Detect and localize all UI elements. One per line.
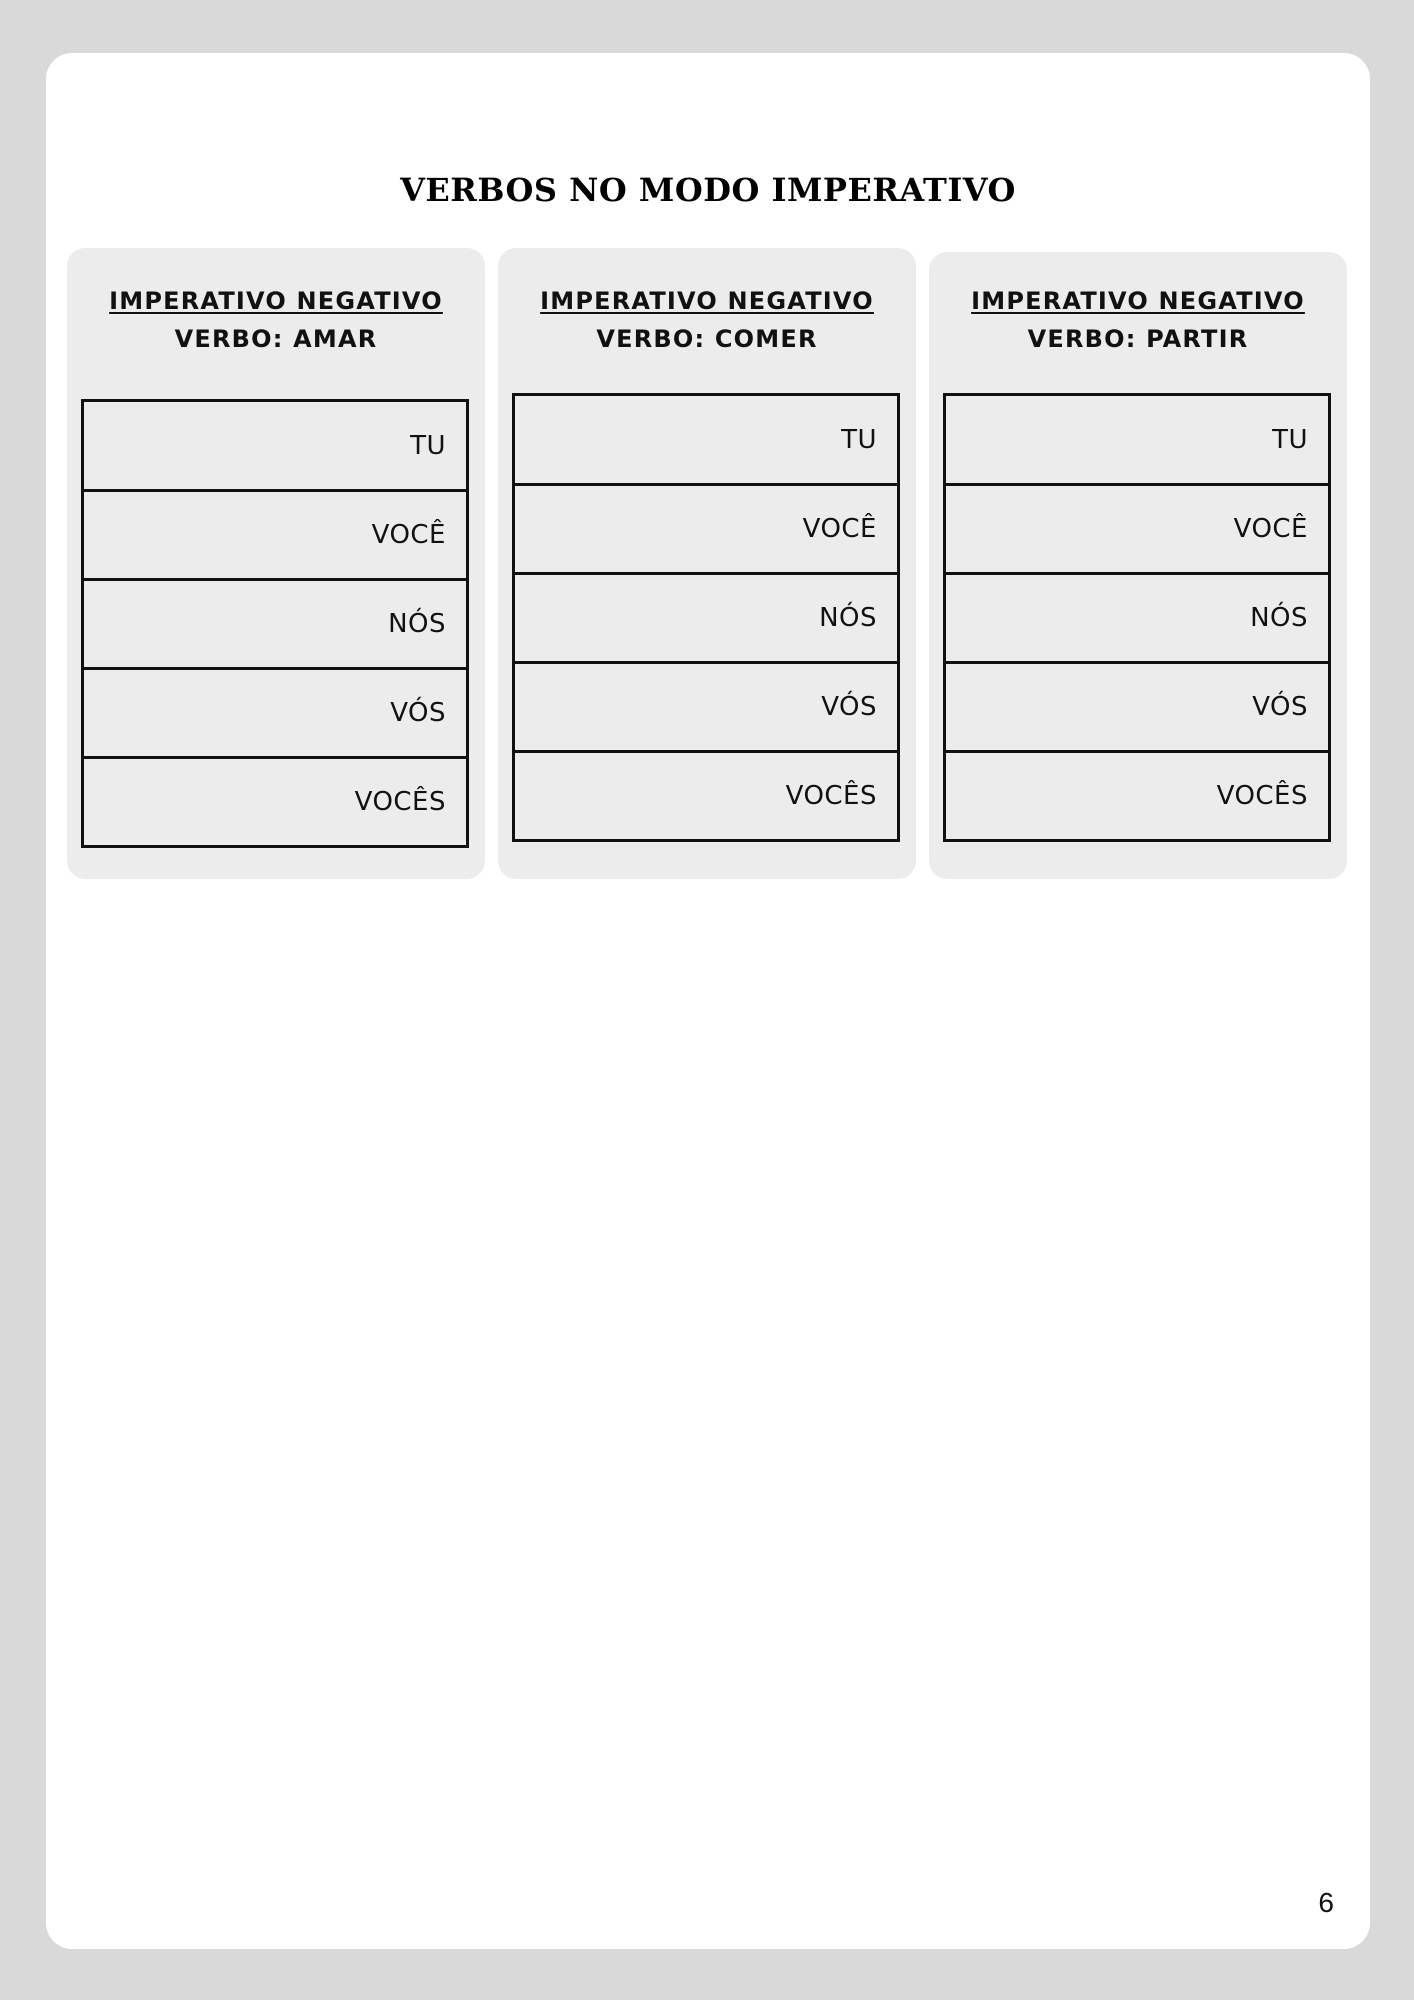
pronoun-label: VOCÊ: [371, 520, 446, 550]
conjugation-table: [512, 393, 900, 842]
conjugation-row[interactable]: [84, 578, 466, 667]
pronoun-label: NÓS: [819, 603, 877, 633]
pronoun-label: VOCÊS: [354, 787, 446, 817]
panel-heading: [498, 282, 916, 358]
pronoun-label: TU: [410, 430, 446, 461]
conjugation-row[interactable]: [515, 396, 897, 483]
pronoun-label: VÓS: [821, 692, 877, 722]
verb-label: VERBO: COMER: [596, 325, 818, 353]
conjugation-table: [943, 393, 1331, 842]
page-number: 6: [1318, 1887, 1334, 1918]
conjugation-row[interactable]: [84, 756, 466, 845]
panel-amar: [67, 248, 485, 879]
pronoun-label: VÓS: [390, 698, 446, 728]
conjugation-row[interactable]: [84, 489, 466, 578]
pronoun-label: VOCÊS: [1216, 781, 1308, 811]
conjugation-row[interactable]: [946, 483, 1328, 572]
worksheet-page: [46, 53, 1370, 1949]
conjugation-row[interactable]: [946, 661, 1328, 750]
conjugation-row[interactable]: [946, 396, 1328, 483]
conjugation-row[interactable]: [946, 750, 1328, 839]
pronoun-label: NÓS: [1250, 603, 1308, 633]
conjugation-row[interactable]: [946, 572, 1328, 661]
pronoun-label: VOCÊ: [802, 514, 877, 544]
pronoun-label: NÓS: [388, 609, 446, 639]
pronoun-label: VOCÊS: [785, 781, 877, 811]
panel-comer: [498, 248, 916, 879]
conjugation-row[interactable]: [84, 667, 466, 756]
pronoun-label: VOCÊ: [1233, 514, 1308, 544]
pronoun-label: VÓS: [1252, 692, 1308, 722]
pronoun-label: TU: [841, 424, 877, 455]
pronoun-label: TU: [1272, 424, 1308, 455]
conjugation-row[interactable]: [515, 483, 897, 572]
panel-heading: [929, 282, 1347, 358]
conjugation-row[interactable]: [515, 572, 897, 661]
panel-heading: [67, 282, 485, 358]
verb-label: VERBO: PARTIR: [1027, 325, 1249, 353]
mode-label: IMPERATIVO NEGATIVO: [109, 287, 443, 315]
conjugation-row[interactable]: [515, 661, 897, 750]
conjugation-table: [81, 399, 469, 848]
conjugation-row[interactable]: [84, 402, 466, 489]
mode-label: IMPERATIVO NEGATIVO: [540, 287, 874, 315]
mode-label: IMPERATIVO NEGATIVO: [971, 287, 1305, 315]
panel-partir: [929, 252, 1347, 879]
conjugation-row[interactable]: [515, 750, 897, 839]
page-title: VERBOS NO MODO IMPERATIVO: [400, 171, 1016, 209]
verb-label: VERBO: AMAR: [174, 325, 378, 353]
